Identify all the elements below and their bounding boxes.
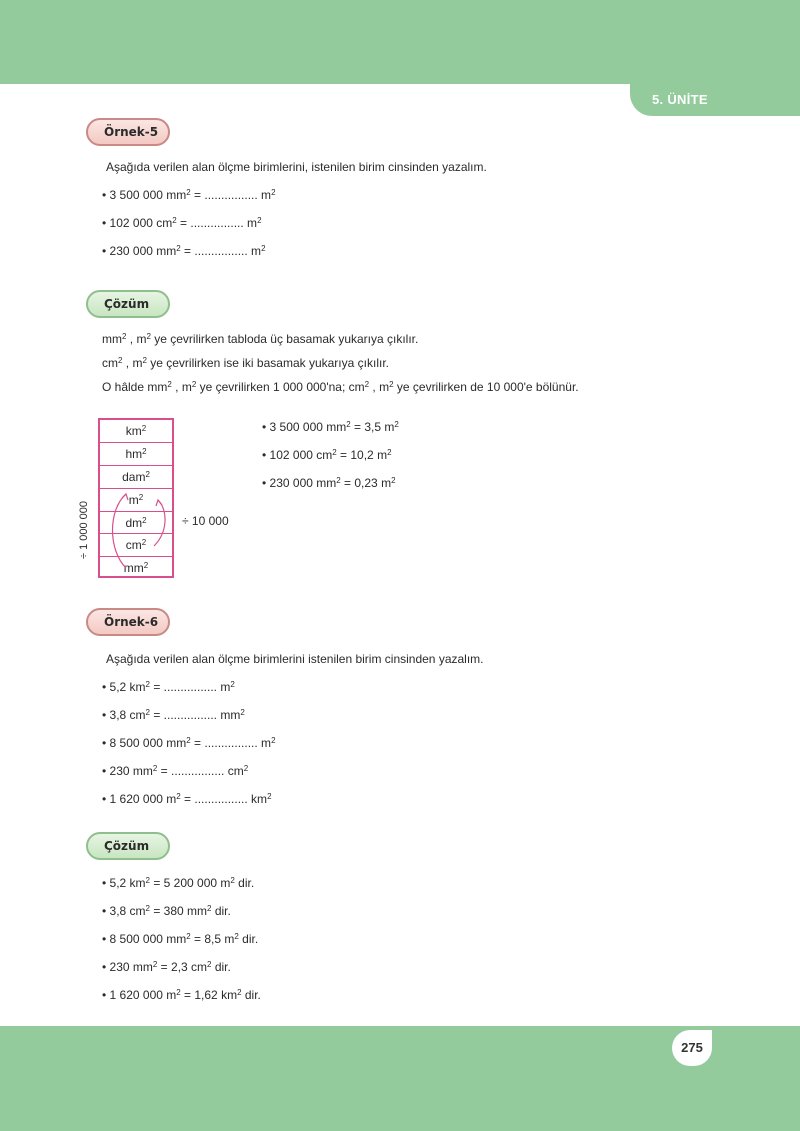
top-header-band [0, 0, 800, 84]
ornek-6-badge: Örnek-6 [86, 608, 170, 636]
ornek-5-item: • 3 500 000 $mm^2$ = ................ $m^2$ [102, 188, 276, 202]
ornek-5-badge: Örnek-5 [86, 118, 170, 146]
ornek-5-item: • 102 000 $cm^2$ = ................ $m^2$ [102, 216, 262, 230]
ornek-6-item: • 5,2 $km^2$ = ................ $m^2$ [102, 680, 235, 694]
table-row: $mm^2$ [123, 561, 149, 576]
conversion-arrows [78, 480, 178, 580]
divide-ten-thousand-label: ÷ 10 000 [182, 514, 229, 528]
table-row: $cm^2$ [100, 534, 172, 557]
cozum-line-3: O hâlde $mm^2$ , $m^2$ ye çevrilirken 1 000 000'na; $cm^2$ , $m^2$ ye çevrilirken de 10 000'e bölünür. [102, 380, 579, 394]
ornek-6-item: • 8 500 000 $mm^2$ = ................ $m^2$ [102, 736, 276, 750]
table-row: $dm^2$ [100, 512, 172, 535]
page-number: 275 [672, 1030, 712, 1066]
cozum-2-item: • 230 $mm^2 = 2,3$ $cm^2$ dir. [102, 960, 231, 974]
ornek-6-item: • 3,8 $cm^2$ = ................ $mm^2$ [102, 708, 245, 722]
table-row: $m^2$ [100, 489, 172, 512]
cozum-2-item: • 1 620 000 $m^2 = 1,62$ $km^2$ dir. [102, 988, 261, 1002]
result-item: • 3 500 000 $mm^2 = 3,5$ $m^2$ [262, 420, 399, 434]
result-item: • 230 000 $mm^2 = 0,23$ $m^2$ [262, 476, 396, 490]
cozum-line-1: $mm^2$ , $m^2$ ye çevrilirken tabloda üç basamak yukarıya çıkılır. [102, 332, 419, 346]
cozum-2-item: • 3,8 $cm^2 = 380$ $mm^2$ dir. [102, 904, 231, 918]
result-item: • 102 000 $cm^2 = 10,2$ $m^2$ [262, 448, 392, 462]
ornek-6-item: • 1 620 000 $m^2$ = ................ $km^2$ [102, 792, 272, 806]
divide-million-label: ÷ 1 000 000 [78, 500, 90, 560]
cozum-2-badge: Çözüm [86, 832, 170, 860]
table-row: $hm^2$ [100, 443, 172, 466]
cozum-line-2: $cm^2$ , $m^2$ ye çevrilirken ise iki basamak yukarıya çıkılır. [102, 356, 389, 370]
ornek-5-intro: Aşağıda verilen alan ölçme birimlerini, istenilen birim cinsinden yazalım. [106, 160, 487, 174]
table-row: $km^2$ [100, 420, 172, 443]
ornek-6-intro: Aşağıda verilen alan ölçme birimlerini istenilen birim cinsinden yazalım. [106, 652, 484, 666]
cozum-badge: Çözüm [86, 290, 170, 318]
unit-label: 5. ÜNİTE [652, 92, 708, 107]
table-row: dam$^2$ [100, 466, 172, 489]
ornek-6-item: • 230 $mm^2$ = ................ $cm^2$ [102, 764, 249, 778]
cozum-2-item: • 5,2 $km^2 = 5$ 200 000 $m^2$ dir. [102, 876, 255, 890]
cozum-2-item: • 8 500 000 $mm^2 = 8,5$ $m^2$ dir. [102, 932, 259, 946]
ornek-5-item: • 230 000 $mm^2$ = ................ $m^2$ [102, 244, 266, 258]
